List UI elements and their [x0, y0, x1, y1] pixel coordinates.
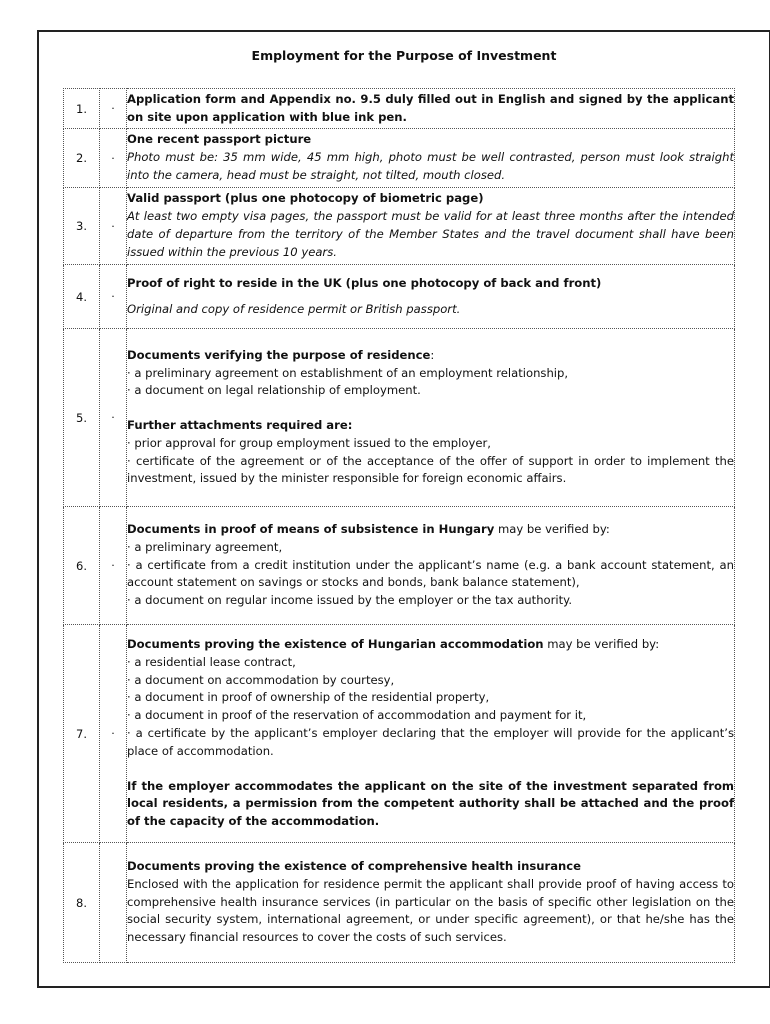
row-content — [127, 843, 735, 963]
heading-suffix: may be verified by: — [543, 637, 660, 652]
row-content — [127, 129, 735, 188]
requirement-heading: Proof of right to reside in the UK (plus one photocopy of back and front) — [127, 275, 602, 290]
list-item: · a document in proof of the reservation of accommodation and payment for it, — [127, 708, 587, 723]
table-row — [64, 89, 735, 129]
bullet: · — [100, 188, 127, 265]
requirement-note: Original and copy of residence permit or British passport. — [127, 301, 461, 316]
table-row — [64, 188, 735, 265]
list-item: · prior approval for group employment issued to the employer, — [127, 435, 491, 450]
requirement-heading: Documents verifying the purpose of residence — [127, 347, 431, 362]
requirement-heading: One recent passport picture — [127, 132, 312, 147]
heading-suffix: may be verified by: — [494, 522, 610, 536]
spacer — [127, 761, 734, 778]
heading-suffix: : — [430, 347, 435, 362]
list-item: · a document on accommodation by courtesy, — [127, 672, 395, 687]
requirement-note: At least two empty visa pages, the passport must be valid for at least three months after the intended date of departure from the territory of the Member States and the travel document shall have been issued within the previous 10 years. — [127, 209, 734, 259]
row-number: 3. — [64, 188, 100, 265]
requirement-note: If the employer accommodates the applicant on the site of the investment separated from local residents, a permission from the competent authority shall be attached and the proof of the capacity of the accommodation. — [127, 778, 734, 829]
page-title: Employment for the Purpose of Investment — [251, 48, 557, 63]
row-number: 7. — [64, 625, 100, 843]
row-number: 4. — [64, 265, 100, 329]
document-frame — [37, 30, 770, 988]
requirement-heading: Documents in proof of means of subsistence in Hungary — [127, 522, 495, 536]
row-number: 2. — [64, 129, 100, 188]
table-row — [64, 625, 735, 843]
list-item: · a document on regular income issued by the employer or the tax authority. — [127, 593, 573, 608]
row-content — [127, 329, 735, 507]
row-content — [127, 625, 735, 843]
row-content — [127, 188, 735, 265]
row-number: 6. — [64, 507, 100, 625]
list-item: · certificate of the agreement or of the acceptance of the offer of support in order to implement the investment, issued by the minister responsible for foreign economic affairs. — [127, 453, 734, 486]
bullet: · — [100, 265, 127, 329]
row-content — [127, 507, 735, 625]
bullet: · — [100, 507, 127, 625]
list-item: · a document on legal relationship of employment. — [127, 383, 421, 398]
requirement-text: Enclosed with the application for residence permit the applicant shall provide proof of having access to comprehensive health insurance services (in particular on the basis of specific other legislation on the social security system, international agreement, or under specific agreement), or that he/she has the necessary financial resources to cover the costs of such services. — [127, 876, 734, 945]
requirement-subheading: Further attachments required are: — [127, 418, 353, 433]
list-item: · a document in proof of ownership of the residential property, — [127, 690, 490, 705]
spacer — [127, 400, 734, 417]
list-item: · a residential lease contract, — [127, 654, 296, 669]
requirement-heading: Documents proving the existence of comprehensive health insurance — [127, 859, 582, 873]
row-number: 1. — [64, 89, 100, 129]
requirement-heading-line — [127, 521, 734, 539]
requirement-text: Application form and Appendix no. 9.5 duly filled out in English and signed by the applicant on site upon application with blue ink pen. — [127, 91, 734, 124]
bullet: · — [100, 129, 127, 188]
bullet — [100, 843, 127, 963]
requirement-heading: Documents proving the existence of Hungarian accommodation — [127, 637, 544, 652]
table-row — [64, 329, 735, 507]
list-item: · a preliminary agreement on establishment of an employment relationship, — [127, 365, 569, 380]
requirement-note: Photo must be: 35 mm wide, 45 mm high, photo must be well contrasted, person must look straight into the camera, head must be straight, not tilted, mouth closed. — [127, 150, 734, 182]
table-row — [64, 507, 735, 625]
table-row — [64, 843, 735, 963]
requirements-table — [63, 88, 735, 963]
row-content — [127, 89, 735, 129]
requirement-heading: Valid passport (plus one photocopy of biometric page) — [127, 191, 484, 206]
requirement-heading-line — [127, 636, 734, 654]
bullet: · — [100, 625, 127, 843]
row-number: 8. — [64, 843, 100, 963]
row-content — [127, 265, 735, 329]
list-item: · a certificate by the applicant’s employer declaring that the employer will provide for the applicant’s place of accommodation. — [127, 726, 734, 758]
requirement-heading-line — [127, 347, 734, 365]
bullet: · — [100, 89, 127, 129]
table-row — [64, 265, 735, 329]
list-item: · a preliminary agreement, — [127, 539, 283, 554]
bullet: · — [100, 329, 127, 507]
table-row — [64, 129, 735, 188]
row-number: 5. — [64, 329, 100, 507]
list-item: · a certificate from a credit institution under the applicant’s name (e.g. a bank account statement, an account statement on savings or stocks and bonds, bank balance statement), — [127, 557, 734, 590]
